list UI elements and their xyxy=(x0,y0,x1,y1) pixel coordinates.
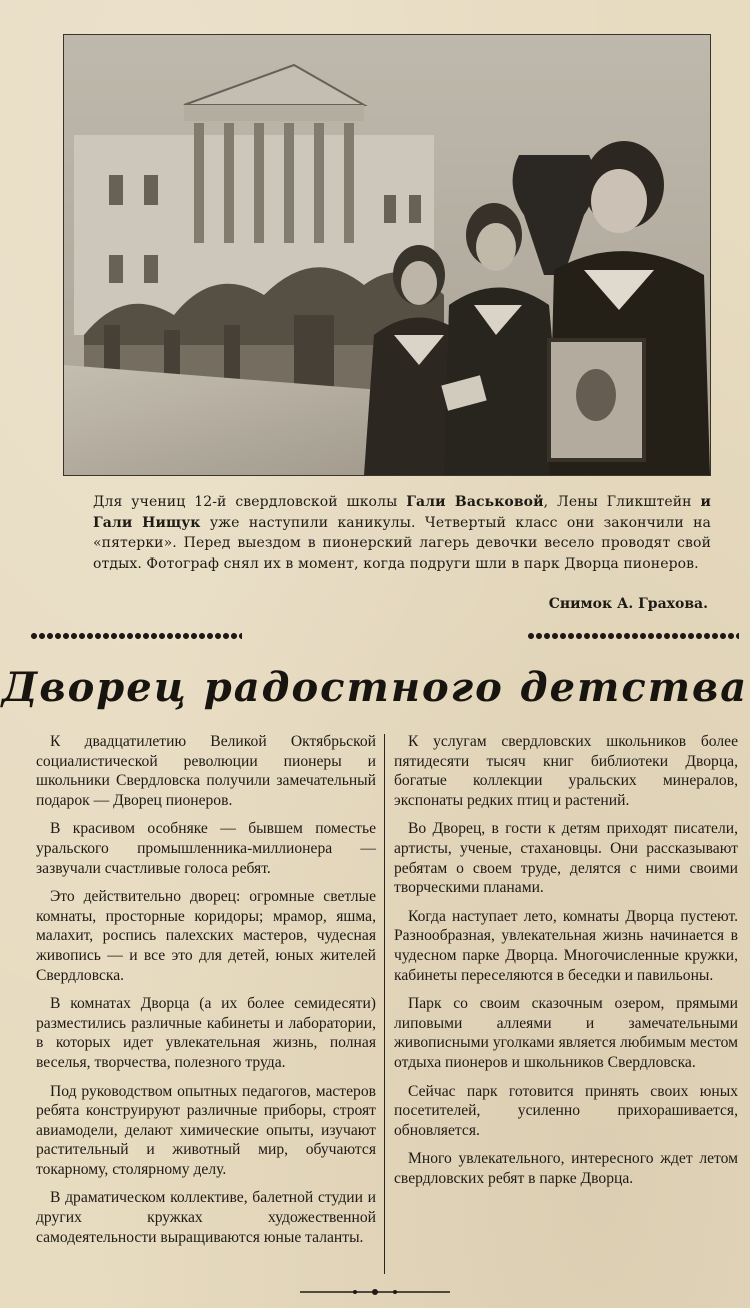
bottom-ornament xyxy=(300,1288,450,1296)
paragraph: В драматическом коллективе, балетной студии и других кружках художественной самодеятельности выращиваются юные таланты. xyxy=(36,1189,376,1246)
paragraph: Много увлекательного, интересного ждет летом свердловских ребят в парке Дворца. xyxy=(394,1150,738,1187)
caption-name-1: Гали Васьковой xyxy=(406,494,544,510)
photo-caption xyxy=(93,492,711,574)
paragraph: К услугам свердловских школьников более пятидесяти тысяч книг библиотеки Дворца, богатые коллекции уральских минералов, экспонаты редких птиц и растений. xyxy=(394,733,738,809)
news-photo xyxy=(63,34,711,476)
paragraph: В комнатах Дворца (а их более семидесяти) разместились различные кабинеты и лаборатории, в которых идет увлекательная жизнь, полная веселья, творчества, полезного труда. xyxy=(36,995,376,1071)
paragraph: Во Дворец, в гости к детям приходят писатели, артисты, ученые, стахановцы. Они рассказывают ребятам о своем труде, делятся с ними своими творческими планами. xyxy=(394,820,738,897)
paragraph: Это действительно дворец: огромные светлые комнаты, просторные коридоры; мрамор, яшма, малахит, роспись палехских мастеров, чудесная живопись — и все это для детей, юных жителей Свердловска. xyxy=(36,888,376,984)
paragraph: Под руководством опытных педагогов, мастеров ребята конструируют различные приборы, строят авиамодели, делают химические опыты, изучают растительный и животный мир, обучаются токарному, столярному делу. xyxy=(36,1082,376,1178)
caption-text-3: уже наступили каникулы. Четвертый класс они закончили на «пятерки». Перед выездом в пионерский лагерь девочки весело проводят свой отдых. Фотограф снял их в момент, когда подруги шли в парк Дворца пионеров. xyxy=(93,514,711,572)
photo-illustration xyxy=(64,35,710,475)
article-headline: Дворец радостного детства xyxy=(1,664,749,711)
caption-name-2: и Гали Нищук xyxy=(93,494,711,531)
article-column-left xyxy=(36,732,376,1256)
paragraph: Парк со своим сказочным озером, прямыми липовыми аллеями и замечательными живописными уголками является любимым местом отдыха пионеров и школьников Свердловска. xyxy=(394,995,738,1071)
paragraph: Когда наступает лето, комнаты Дворца пустеют. Разнообразная, увлекательная жизнь начинается в чудесном парке Дворца. Многочисленные кружки, кабинеты переселяются в беседки и павильоны. xyxy=(394,907,738,984)
column-divider xyxy=(384,734,385,1274)
caption-text-2: , Лены Гликштейн xyxy=(543,494,701,510)
ornament-rule-left xyxy=(30,631,242,641)
ornament-rule-right xyxy=(527,631,739,641)
article-column-right xyxy=(394,732,738,1197)
photo-credit: Снимок А. Грахова. xyxy=(548,596,708,612)
paragraph: К двадцатилетию Великой Октябрьской социалистической революции пионеры и школьники Свердловска получили замечательный подарок — Дворец пионеров. xyxy=(36,733,376,809)
paragraph: Сейчас парк готовится принять своих юных посетителей, усиленно прихорашивается, обновляется. xyxy=(394,1082,738,1139)
caption-text-1: Для учениц 12-й свердловской школы xyxy=(93,494,407,510)
paragraph: В красивом особняке — бывшем поместье уральского промышленника-миллионера — зазвучали счастливые голоса ребят. xyxy=(36,820,376,877)
